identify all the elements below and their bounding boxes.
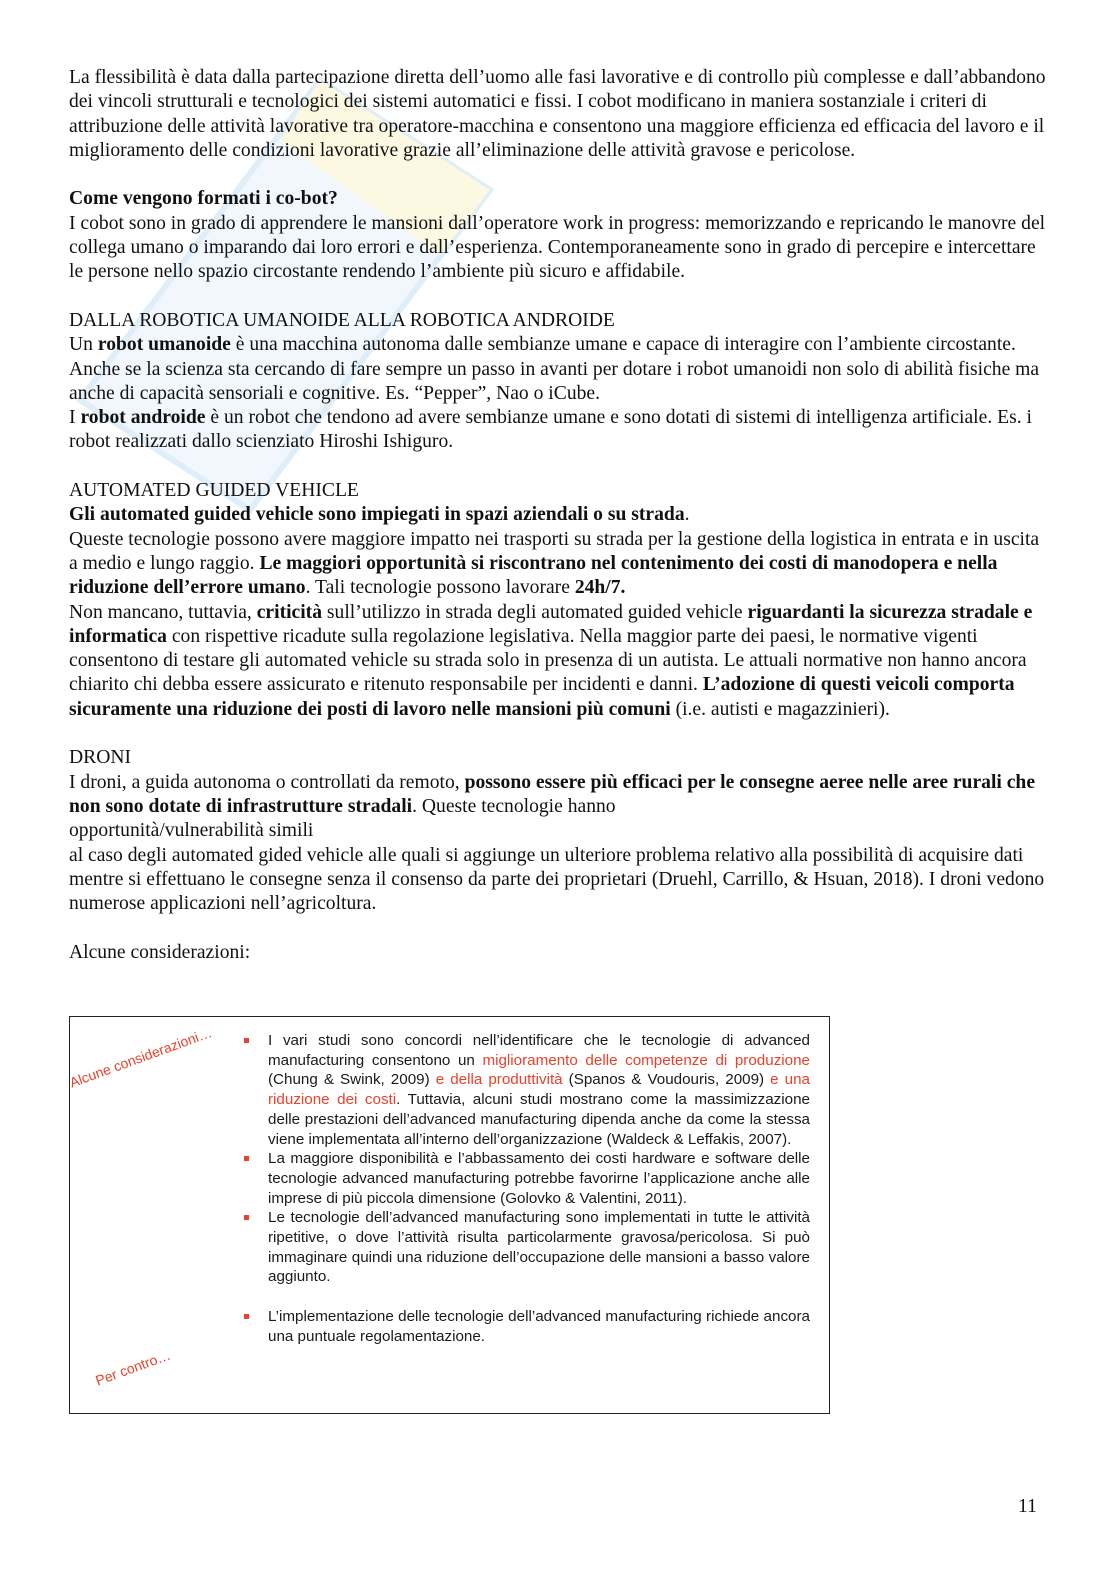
- intro-paragraph: La flessibilità è data dalla partecipazione diretta dell’uomo alle fasi lavorative e di controllo più complesse e dall’abbandono dei vincoli strutturali e tecnologici dei sistemi automatici e fissi. I cobot modificano in maniera sostanziale i criteri di attribuzione delle attività lavorative tra operatore-macchina e consentono una maggiore efficienza ed efficacia del lavoro e il miglioramento delle condizioni lavorative grazie all’eliminazione delle attività gravose e pericolose.: [69, 67, 1046, 161]
- considerations-intro: Alcune considerazioni:: [69, 941, 251, 963]
- humanoid-paragraph: Un robot umanoide è una macchina autonoma dalle sembianze umane e capace di interagire con l’ambiente circostante. Anche se la scienza sta cercando di fare sempre un passo in avanti per dotare i robot umanoidi non solo di abilità fisiche ma anche di capacità sensoriali e cognitive. Es. “Pepper”, Nao o iCube.: [69, 334, 1040, 404]
- drones-paragraph-3: al caso degli automated gided vehicle alle quali si aggiunge un ulteriore problema relativo alla possibilità di acquisire dati mentre si effettuano le consegne senza il consenso da parte dei proprietari (Druehl, Carrillo, & Hsuan, 2018). I droni vedono numerose applicazioni nell’agricoltura.: [69, 844, 1045, 915]
- cobot-paragraph: I cobot sono in grado di apprendere le mansioni dall’operatore work in progress: memorizzando e repricando le manovre del collega umano o imparando dai loro errori e dall’esperienza. Contemporaneamente sono in grado di percepire e intercettare le persone nello spazio circostante rendendo l’ambiente più sicuro e affidabile.: [69, 212, 1046, 283]
- figure-bullet-3: Le tecnologie dell’advanced manufacturing sono implementati in tutte le attività ripetitive, o dove l’attività risulta particolarmente gravosa/pericolosa. Si può immaginare quindi una riduzione dell’occupazione delle mansioni a basso valore aggiunto.: [242, 1208, 810, 1287]
- drones-heading: DRONI: [69, 747, 132, 769]
- agv-heading: AUTOMATED GUIDED VEHICLE: [69, 480, 359, 502]
- agv-paragraph-1: Queste tecnologie possono avere maggiore impatto nei trasporti su strada per la gestione della logistica in entrata e in uscita a medio e lungo raggio. Le maggiori opportunità si riscontrano nel contenimento dei costi di manodopera e nella riduzione dell’errore umano. Tali tecnologie possono lavorare 24h/7.: [69, 528, 1040, 599]
- drones-paragraph-2: opportunità/vulnerabilità simili: [69, 820, 314, 842]
- cobot-heading: Come vengono formati i co-bot?: [69, 188, 338, 210]
- considerations-figure: [69, 1016, 830, 1414]
- figure-bullet-list: [242, 1031, 810, 1346]
- figure-bullet-1: I vari studi sono concordi nell’identificare che le tecnologie di advanced manufacturing consentono un miglioramento delle competenze di produzione (Chung & Swink, 2009) e della produttività (Spanos & Voudouris, 2009) e una riduzione dei costi. Tuttavia, alcuni studi mostrano come la massimizzazione delle prestazioni dell’advanced manufacturing dipenda anche da come la stessa viene implementata all’interno dell’organizzazione (Waldeck & Leffakis, 2007).: [242, 1031, 810, 1149]
- figure-bullet-2: La maggiore disponibilità e l’abbassamento dei costi hardware e software delle tecnologie advanced manufacturing potrebbe favorirne l’applicazione anche alle imprese di più piccola dimensione (Golovko & Valentini, 2011).: [242, 1149, 810, 1208]
- page-number: 11: [1018, 1496, 1037, 1517]
- robotics-heading: DALLA ROBOTICA UMANOIDE ALLA ROBOTICA ANDROIDE: [69, 309, 615, 331]
- drones-paragraph-1: I droni, a guida autonoma o controllati da remoto, possono essere più efficaci per le consegne aeree nelle aree rurali che non sono dotate di infrastrutture stradali. Queste tecnologie hanno: [69, 771, 1036, 817]
- android-paragraph: I robot androide è un robot che tendono ad avere sembianze umane e sono dotati di sistemi di intelligenza artificiale. Es. i robot realizzati dallo scienziato Hiroshi Ishiguro.: [69, 407, 1032, 453]
- figure-label-top: Alcune considerazioni…: [67, 1024, 214, 1091]
- figure-label-bottom: Per contro…: [93, 1346, 173, 1389]
- agv-paragraph-2: Non mancano, tuttavia, criticità sull’utilizzo in strada degli automated guided vehicle riguardanti la sicurezza stradale e informatica con rispettive ricadute sulla regolazione legislativa. Nella maggior parte dei paesi, le normative vigenti consentono di testare gli automated vehicle su strada solo in presenza di un autista. Le attuali normative non hanno ancora chiarito chi debba essere assicurato e ritenuto responsabile per incidenti e danni. L’adozione di questi veicoli comporta sicuramente una riduzione dei posti di lavoro nelle mansioni più comuni (i.e. autisti e magazzinieri).: [69, 601, 1033, 720]
- document-body: [69, 66, 1049, 965]
- agv-lead: Gli automated guided vehicle sono impiegati in spazi aziendali o su strada.: [69, 504, 690, 526]
- figure-bullet-4: L’implementazione delle tecnologie dell’advanced manufacturing richiede ancora una puntuale regolamentazione.: [242, 1307, 810, 1346]
